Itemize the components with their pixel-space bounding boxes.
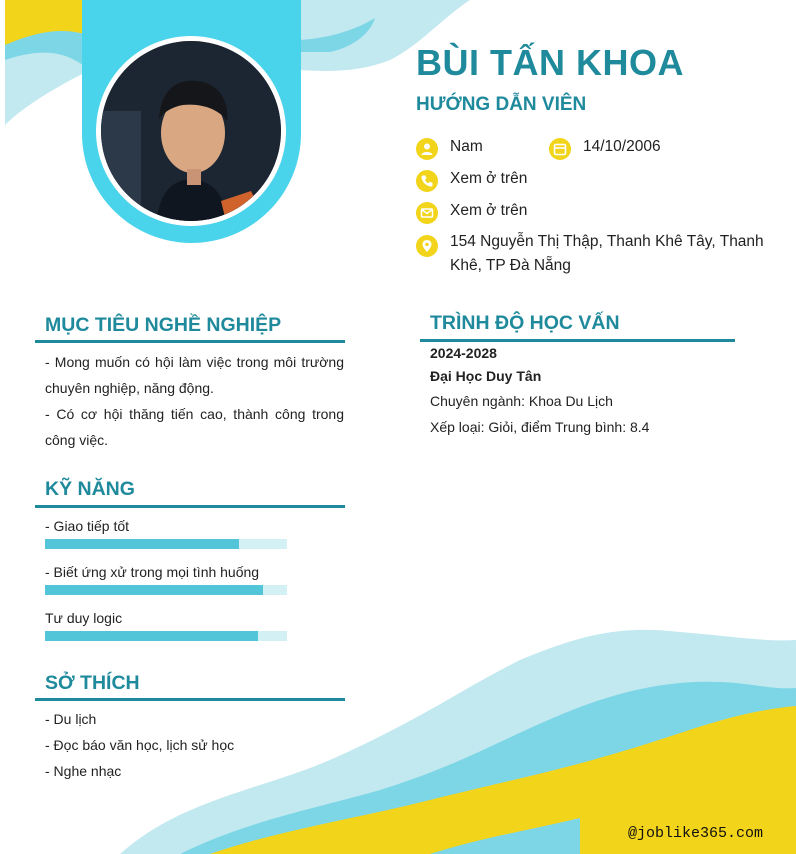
skill-bar: [45, 631, 287, 641]
hobbies-title: SỞ THÍCH: [45, 672, 140, 694]
footer-watermark: @joblike365.com: [628, 825, 764, 842]
mail-icon: [416, 202, 438, 224]
user-icon: [416, 138, 438, 160]
hobby-item: - Đọc báo văn học, lịch sử học: [45, 737, 235, 753]
phone-text: Xem ở trên: [450, 170, 528, 187]
education-period: 2024-2028: [430, 345, 497, 361]
phone-row: [416, 170, 527, 192]
phone-icon: [416, 170, 438, 192]
skill-bar-fill: [45, 585, 263, 595]
avatar: [96, 36, 286, 226]
objective-line: - Mong muốn có hội làm việc trong môi trường chuyên nghiệp, năng động.: [45, 354, 344, 396]
skill-bar-fill: [45, 539, 239, 549]
skills-title: KỸ NĂNG: [45, 478, 135, 500]
education-school: Đại Học Duy Tân: [430, 368, 542, 384]
education-divider: [420, 339, 735, 342]
calendar-icon: [549, 138, 571, 160]
skill-bar: [45, 539, 287, 549]
objective-text: [45, 349, 344, 453]
gender-row: [416, 138, 483, 160]
objective-divider: [35, 340, 345, 343]
education-title: TRÌNH ĐỘ HỌC VẤN: [430, 312, 620, 334]
skill-bar-fill: [45, 631, 258, 641]
skills-divider: [35, 505, 345, 508]
skill-label: - Giao tiếp tốt: [45, 518, 130, 534]
skill-bar: [45, 585, 287, 595]
email-text: Xem ở trên: [450, 202, 528, 219]
job-title: HƯỚNG DẪN VIÊN: [416, 94, 587, 115]
hobbies-divider: [35, 698, 345, 701]
education-grade: Xếp loại: Giỏi, điểm Trung bình: 8.4: [430, 419, 650, 435]
gender-text: Nam: [450, 138, 483, 155]
address-row: [416, 234, 776, 278]
birthday-row: [549, 138, 661, 160]
hobby-item: - Nghe nhạc: [45, 763, 122, 779]
objective-line: - Có cơ hội thăng tiến cao, thành công trong công việc.: [45, 406, 344, 448]
hobby-item: - Du lịch: [45, 711, 97, 727]
education-major: Chuyên ngành: Khoa Du Lịch: [430, 393, 613, 409]
candidate-name: BÙI TẤN KHOA: [416, 42, 684, 83]
email-row: [416, 202, 527, 224]
objective-title: MỤC TIÊU NGHỀ NGHIỆP: [45, 314, 282, 336]
skill-label: - Biết ứng xử trong mọi tình huống: [45, 564, 260, 580]
location-icon: [416, 235, 438, 257]
skill-label: Tư duy logic: [45, 610, 123, 626]
address-text: 154 Nguyễn Thị Thập, Thanh Khê Tây, Thanh Khê, TP Đà Nẵng: [450, 233, 764, 274]
avatar-photo: [101, 41, 281, 221]
birthday-text: 14/10/2006: [583, 138, 661, 155]
